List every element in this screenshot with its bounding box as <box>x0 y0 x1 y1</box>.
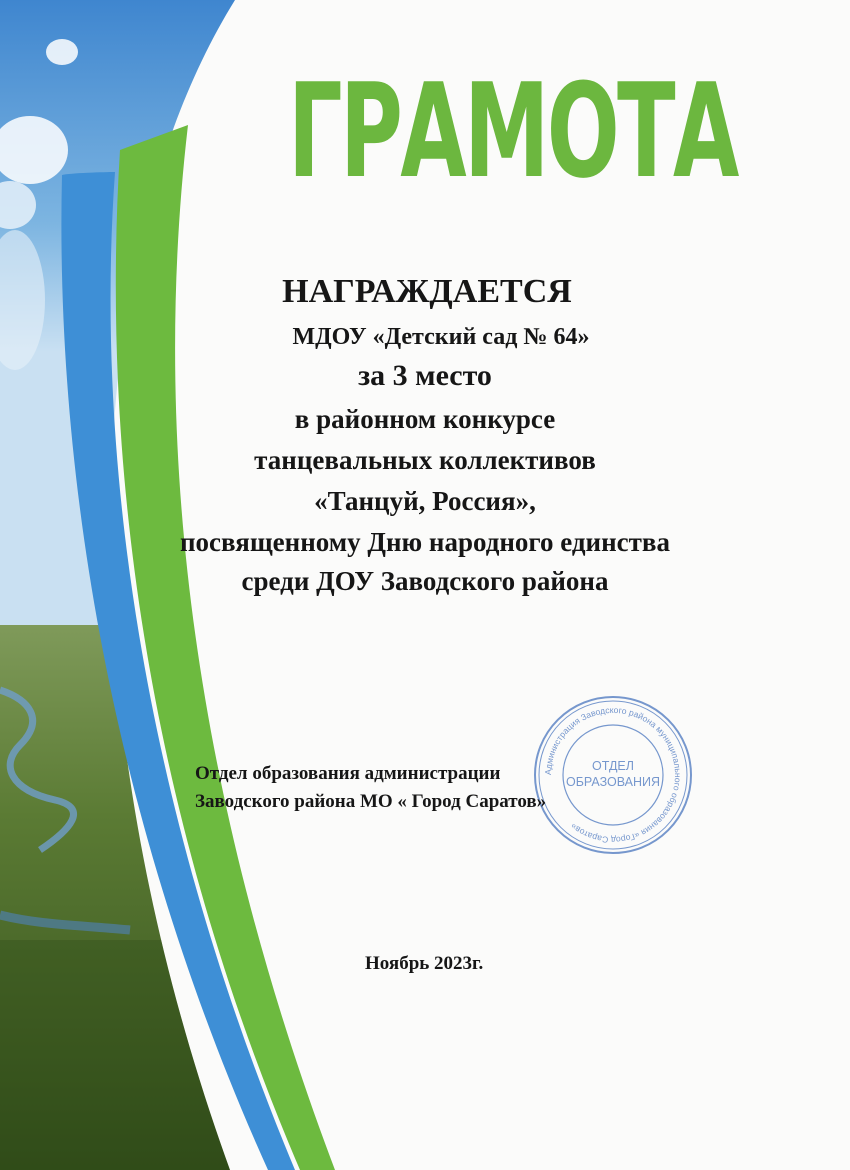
stamp-center-line-1: ОТДЕЛ <box>592 759 634 773</box>
contest-line-4: посвященному Дню народного единства <box>180 527 670 557</box>
place-text: за 3 место <box>358 359 492 392</box>
issuer-line-2: Заводского района МО « Город Саратов» <box>195 791 547 812</box>
contest-line-5: среди ДОУ Заводского района <box>241 566 609 596</box>
stamp-center-line-2: ОБРАЗОВАНИЯ <box>565 775 661 789</box>
awarded-heading: НАГРАЖДАЕТСЯ <box>282 273 572 310</box>
recipient-name: МДОУ «Детский сад № 64» <box>292 324 590 350</box>
issue-date: Ноябрь 2023г. <box>365 953 484 974</box>
official-stamp <box>528 690 698 860</box>
issuer-line-1: Отдел образования администрации <box>195 763 501 784</box>
certificate-title: ГРАМОТА <box>288 55 737 207</box>
contest-line-3: «Танцуй, Россия», <box>314 486 536 516</box>
contest-line-2: танцевальных коллективов <box>254 445 596 475</box>
stamp-ring-text: Администрация Заводского района муниципального образования «Город Саратов» <box>542 704 684 846</box>
contest-line-1: в районном конкурсе <box>294 404 556 434</box>
